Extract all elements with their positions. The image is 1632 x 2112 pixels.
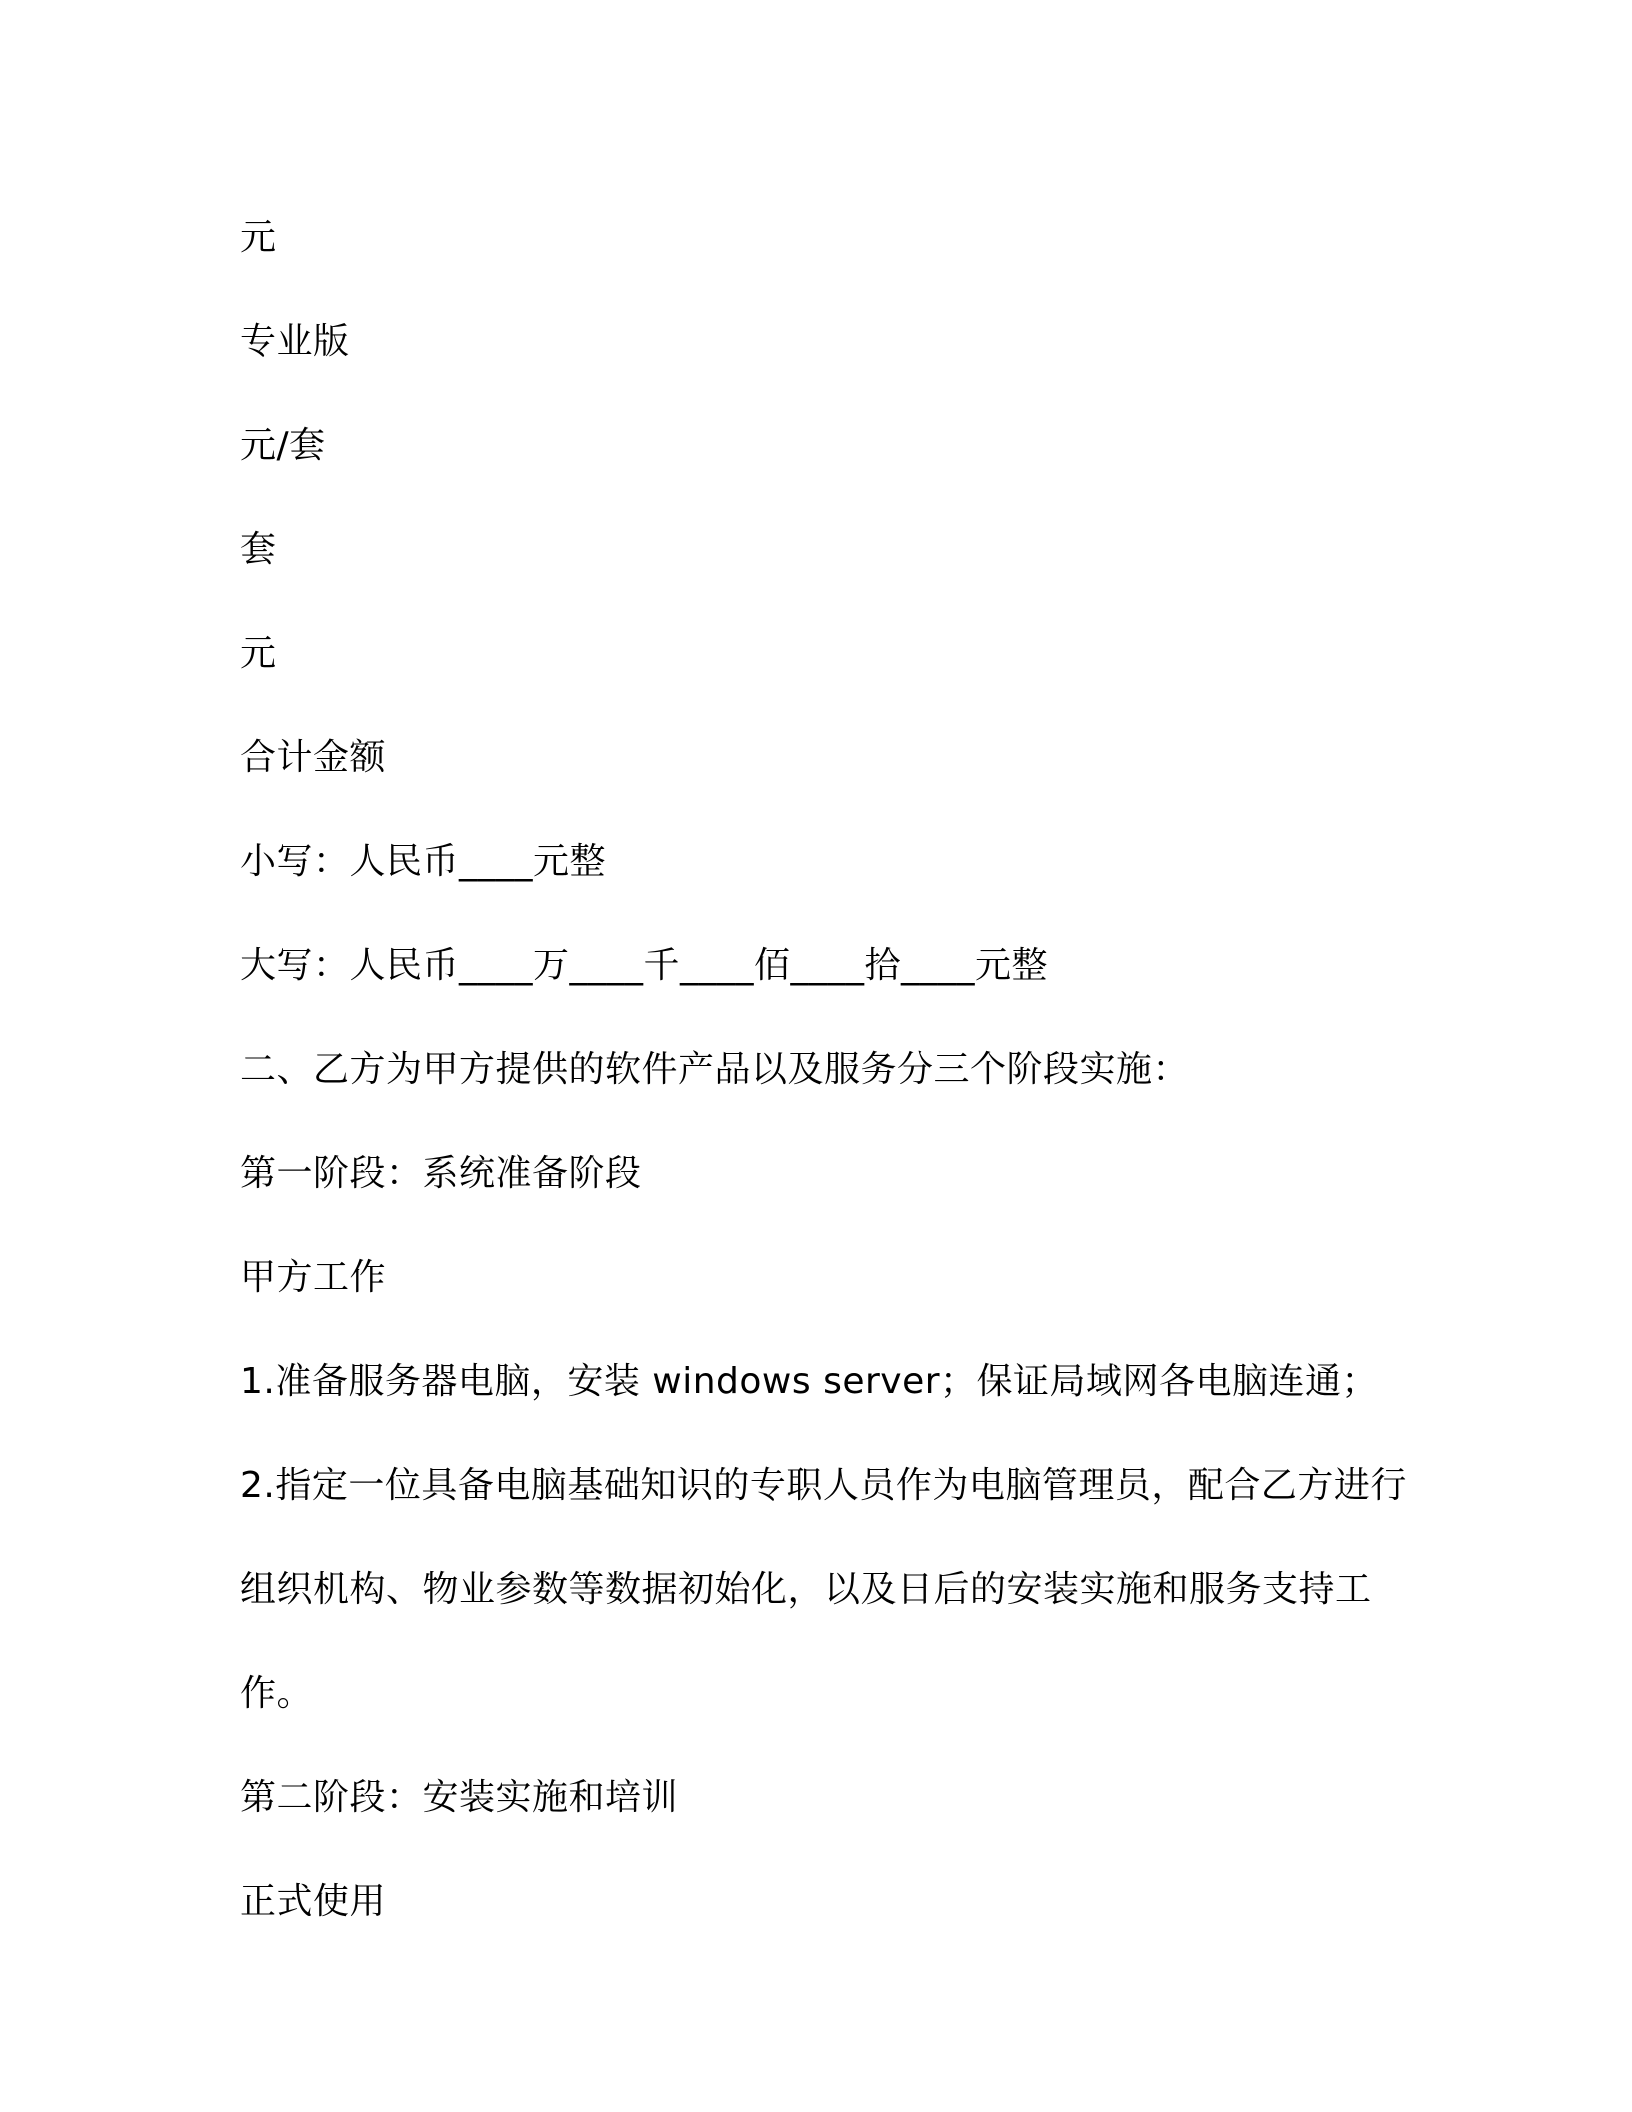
text-amount-uppercase: 大写：人民币____万____千____佰____拾____元整 — [240, 945, 1049, 986]
item-1-server-prep: 1.准备服务器电脑，安装 windows server；保证局域网各电脑连通； — [240, 1361, 1379, 1402]
text-unit-price: 元/套 — [240, 425, 326, 466]
stage-two-heading: 第二阶段：安装实施和培训 — [240, 1777, 679, 1818]
text-formal-use: 正式使用 — [240, 1881, 387, 1922]
text-amount-lowercase: 小写：人民币____元整 — [240, 841, 607, 882]
text-unit-set: 套 — [240, 529, 277, 570]
text-professional-edition: 专业版 — [240, 321, 350, 362]
item-2-admin-assign: 2.指定一位具备电脑基础知识的专职人员作为电脑管理员，配合乙方进行组织机构、物业参数等数据初始化，以及日后的安装实施和服务支持工作。 — [240, 1465, 1407, 1714]
text-unit-yuan: 元 — [240, 217, 277, 258]
text-total-amount: 合计金额 — [240, 737, 387, 778]
text-unit-yuan-2: 元 — [240, 633, 277, 674]
stage-one-heading: 第一阶段：系统准备阶段 — [240, 1153, 642, 1194]
document-body — [240, 186, 1420, 1954]
party-a-work-heading: 甲方工作 — [240, 1257, 387, 1298]
section-heading-implementation: 二、乙方为甲方提供的软件产品以及服务分三个阶段实施： — [240, 1049, 1190, 1090]
